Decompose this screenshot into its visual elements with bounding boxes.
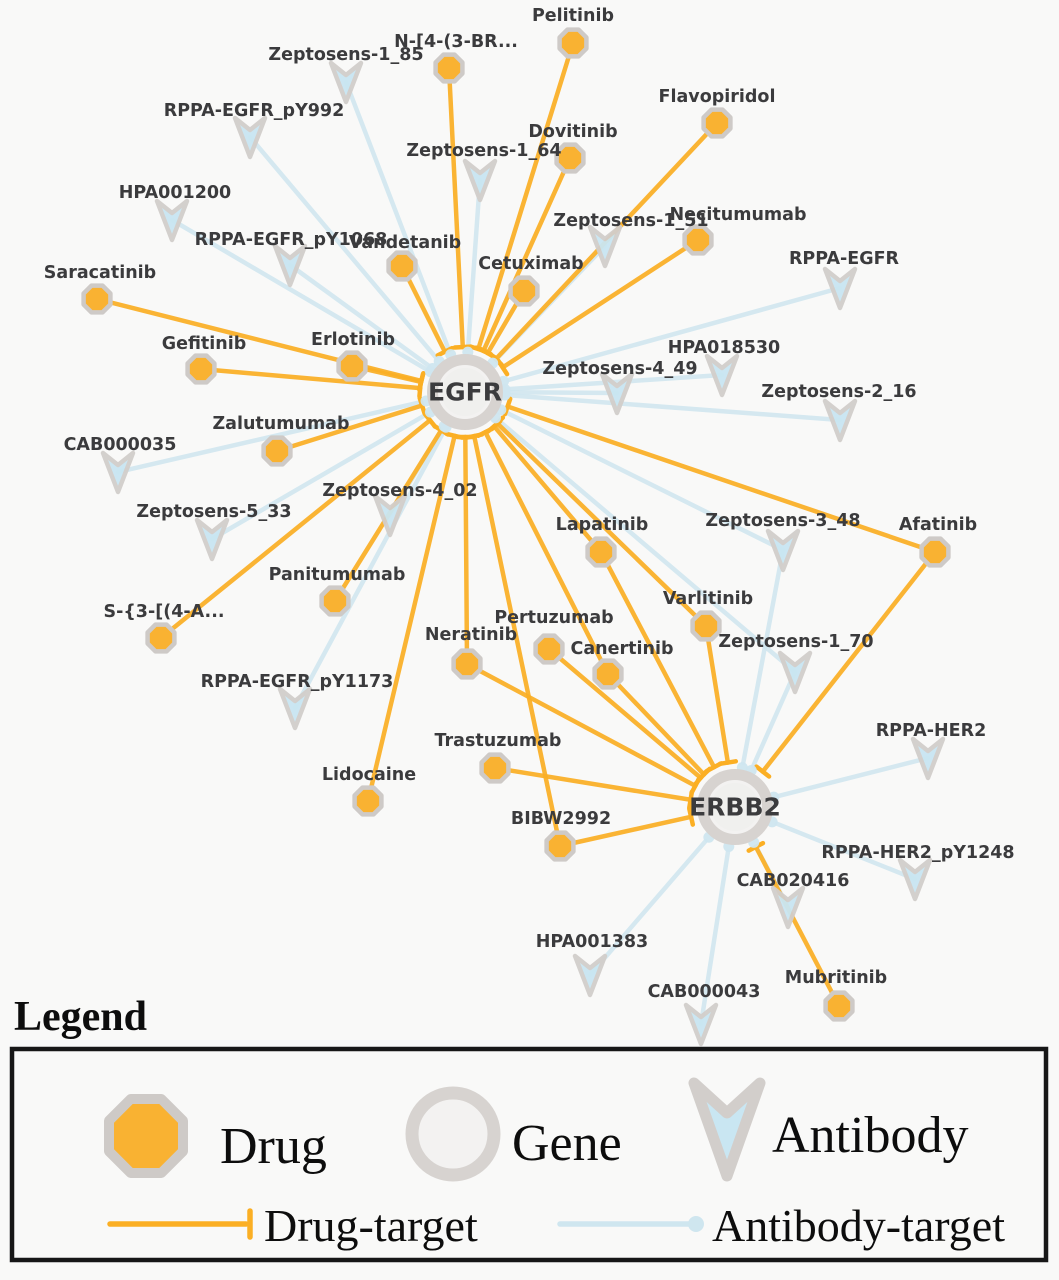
drug-node-label: Pelitinib [531,6,615,26]
drug-target-tee-marker [466,434,482,437]
drug-node [355,788,382,815]
labels-layer [44,6,1015,1002]
drug-node [511,278,538,305]
legend-title: Legend [14,994,148,1040]
antibody-target-edge [510,392,617,393]
antibody-target-edge [779,758,928,796]
nodes-layer [84,30,949,1044]
drug-node-label: Erlotinib [311,330,395,350]
antibody-node [465,161,495,200]
antibody-node-label: Zeptosens-5_33 [136,502,292,522]
drug-node [588,539,615,566]
drug-node [536,636,563,663]
drug-node-label: Lapatinib [555,515,649,535]
legend-gene-label: Gene [512,1115,622,1172]
antibody-node-label: Zeptosens-1_64 [406,141,562,161]
drug-node-label: Lidocaine [321,765,417,785]
antibody-target-edge [590,841,706,975]
antibody-node-label: RPPA-EGFR_pY1173 [200,672,394,692]
drug-node [188,356,215,383]
antibody-node [157,201,187,240]
drug-node [389,253,416,280]
drug-node [322,588,349,615]
drug-node-label: Necitumumab [669,205,807,225]
drug-node [693,613,720,640]
drug-node [922,539,949,566]
drug-node-label: Cetuximab [478,254,584,274]
legend-gene-icon [412,1093,494,1175]
drug-node [704,110,731,137]
antibody-node-label: RPPA-EGFR_pY992 [163,101,345,121]
antibody-node-label: Zeptosens-1_85 [268,45,424,65]
drug-node [547,833,574,860]
antibody-node [275,246,305,285]
drug-node [436,55,463,82]
legend-antibody-label: Antibody [772,1107,969,1164]
antibody-node [780,653,810,692]
antibody-node [825,269,855,308]
drug-target-edge [449,68,463,347]
antibody-node-label: CAB000043 [647,982,761,1002]
drug-node [560,30,587,57]
drug-node [482,755,509,782]
drug-node-label: Flavopiridol [658,87,776,107]
antibody-node-label: HPA001200 [118,183,232,203]
antibody-node-label: HPA018530 [667,338,781,358]
drug-target-tee-marker [720,761,736,764]
legend [12,994,1046,1260]
drug-node-label: Dovitinib [528,122,618,142]
drug-node [454,651,481,678]
antibody-node-label: HPA001383 [535,932,649,952]
antibody-node-label: Zeptosens-4_02 [322,481,478,501]
antibody-node-label: RPPA-EGFR_pY1068 [194,230,388,250]
legend-drug-target-label: Drug-target [264,1200,478,1251]
legend-antibody-icon [694,1083,760,1176]
antibody-node [773,888,803,927]
antibody-node-label: RPPA-HER2 [875,721,987,741]
drug-node-label: Afatinib [898,515,978,535]
drug-node-label: Vandetanib [348,233,462,253]
drug-node-label: Gefitinib [161,334,247,354]
legend-drug-icon [109,1099,183,1173]
drug-node [595,661,622,688]
drug-node-label: Saracatinib [43,263,157,283]
antibody-node-label: Zeptosens-2_16 [761,382,917,402]
antibody-node-label: Zeptosens-1_70 [718,632,874,652]
antibody-node-label: RPPA-HER2_pY1248 [821,843,1015,863]
drug-node-label: Panitumumab [268,565,406,585]
drug-target-edge [495,768,691,800]
antibody-node [900,860,930,899]
drug-node [84,286,111,313]
drug-node-label: Neratinib [424,625,518,645]
antibody-node-label: CAB020416 [736,871,850,891]
drug-node-label: Zalutumumab [212,414,350,434]
drug-node-label: Varlitinib [662,589,754,609]
drug-target-edge [601,552,714,767]
legend-antibody-target-label: Antibody-target [712,1200,1005,1251]
drug-node [264,438,291,465]
drug-node-label: Canertinib [570,639,674,659]
antibody-node-label: Zeptosens-3_48 [705,511,861,531]
antibody-node [331,63,361,102]
antibody-node-label: RPPA-EGFR [788,249,900,269]
antibody-node [197,520,227,559]
drug-node [826,993,853,1020]
antibody-node-label: CAB000035 [63,435,177,455]
drug-node-label: Trastuzumab [434,731,562,751]
drug-node-label: Mubritinib [784,968,888,988]
drug-node [339,353,366,380]
antibody-node [280,689,310,728]
drug-target-edge [549,649,701,778]
drug-node-label: BIBW2992 [510,809,612,829]
drug-node-label: S-{3-[(4-A... [103,602,225,622]
legend-drug-label: Drug [220,1118,327,1175]
drug-node-label: N-[4-(3-BR... [394,32,518,52]
antibody-node [575,956,605,995]
legend-antibody-target-dot [688,1216,704,1232]
gene-node-label: EGFR [428,377,502,407]
antibody-node [103,453,133,492]
antibody-node-label: Zeptosens-4_49 [542,359,698,379]
drug-node [148,625,175,652]
antibody-node-label: Zeptosens-1_51 [553,211,709,231]
drug-node-label: Pertuzumab [494,608,614,628]
gene-node-label: ERBB2 [689,792,781,822]
antibody-node [768,531,798,570]
